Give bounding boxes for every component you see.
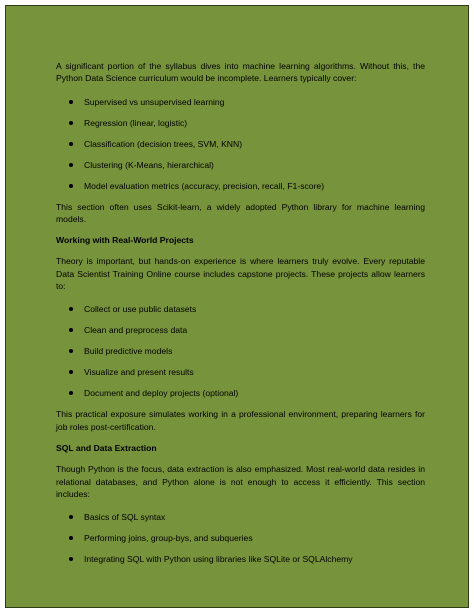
sql-topics-list bbox=[56, 511, 425, 574]
section-heading-projects: Working with Real-World Projects bbox=[56, 235, 194, 246]
list-item: Regression (linear, logistic) bbox=[56, 117, 425, 138]
bullet-icon bbox=[69, 515, 73, 519]
bullet-icon bbox=[69, 184, 73, 188]
list-item: Performing joins, group-bys, and subqueries bbox=[56, 532, 425, 553]
list-item: Supervised vs unsupervised learning bbox=[56, 96, 425, 117]
bullet-icon bbox=[69, 163, 73, 167]
list-item: Visualize and present results bbox=[56, 366, 425, 387]
bullet-icon bbox=[69, 557, 73, 561]
bullet-icon bbox=[69, 391, 73, 395]
ml-topics-list bbox=[56, 96, 425, 201]
ml-intro-paragraph: A significant portion of the syllabus dives into machine learning algorithms. Without this, the Python Data Science curriculum would be incomplete. Learners typically cover: bbox=[56, 61, 425, 84]
bullet-icon bbox=[69, 536, 73, 540]
list-item: Integrating SQL with Python using libraries like SQLite or SQLAlchemy bbox=[56, 553, 425, 574]
projects-outro-paragraph: This practical exposure simulates working in a professional environment, preparing learners for job roles post-certification. bbox=[56, 409, 425, 432]
bullet-icon bbox=[69, 100, 73, 104]
projects-list bbox=[56, 303, 425, 408]
bullet-icon bbox=[69, 349, 73, 353]
list-item: Clean and preprocess data bbox=[56, 324, 425, 345]
ml-outro-paragraph: This section often uses Scikit-learn, a widely adopted Python library for machine learning models. bbox=[56, 201, 425, 224]
document-page bbox=[5, 5, 469, 608]
bullet-icon bbox=[69, 370, 73, 374]
sql-intro-paragraph: Though Python is the focus, data extraction is also emphasized. Most real-world data resides in relational databases, and Python alone is not enough to access it efficiently. This section includes: bbox=[56, 464, 425, 499]
projects-intro-paragraph: Theory is important, but hands-on experience is where learners truly evolve. Every reputable Data Scientist Training Online course includes capstone projects. These projects allow learners to: bbox=[56, 256, 425, 292]
page-content bbox=[56, 60, 425, 574]
list-item: Collect or use public datasets bbox=[56, 303, 425, 324]
list-item: Build predictive models bbox=[56, 345, 425, 366]
list-item: Clustering (K-Means, hierarchical) bbox=[56, 159, 425, 180]
list-item: Document and deploy projects (optional) bbox=[56, 387, 425, 408]
list-item: Model evaluation metrics (accuracy, precision, recall, F1-score) bbox=[56, 180, 425, 201]
bullet-icon bbox=[69, 307, 73, 311]
list-item: Classification (decision trees, SVM, KNN) bbox=[56, 138, 425, 159]
bullet-icon bbox=[69, 142, 73, 146]
section-heading-sql: SQL and Data Extraction bbox=[56, 442, 157, 453]
bullet-icon bbox=[69, 328, 73, 332]
list-item: Basics of SQL syntax bbox=[56, 511, 425, 532]
bullet-icon bbox=[69, 121, 73, 125]
